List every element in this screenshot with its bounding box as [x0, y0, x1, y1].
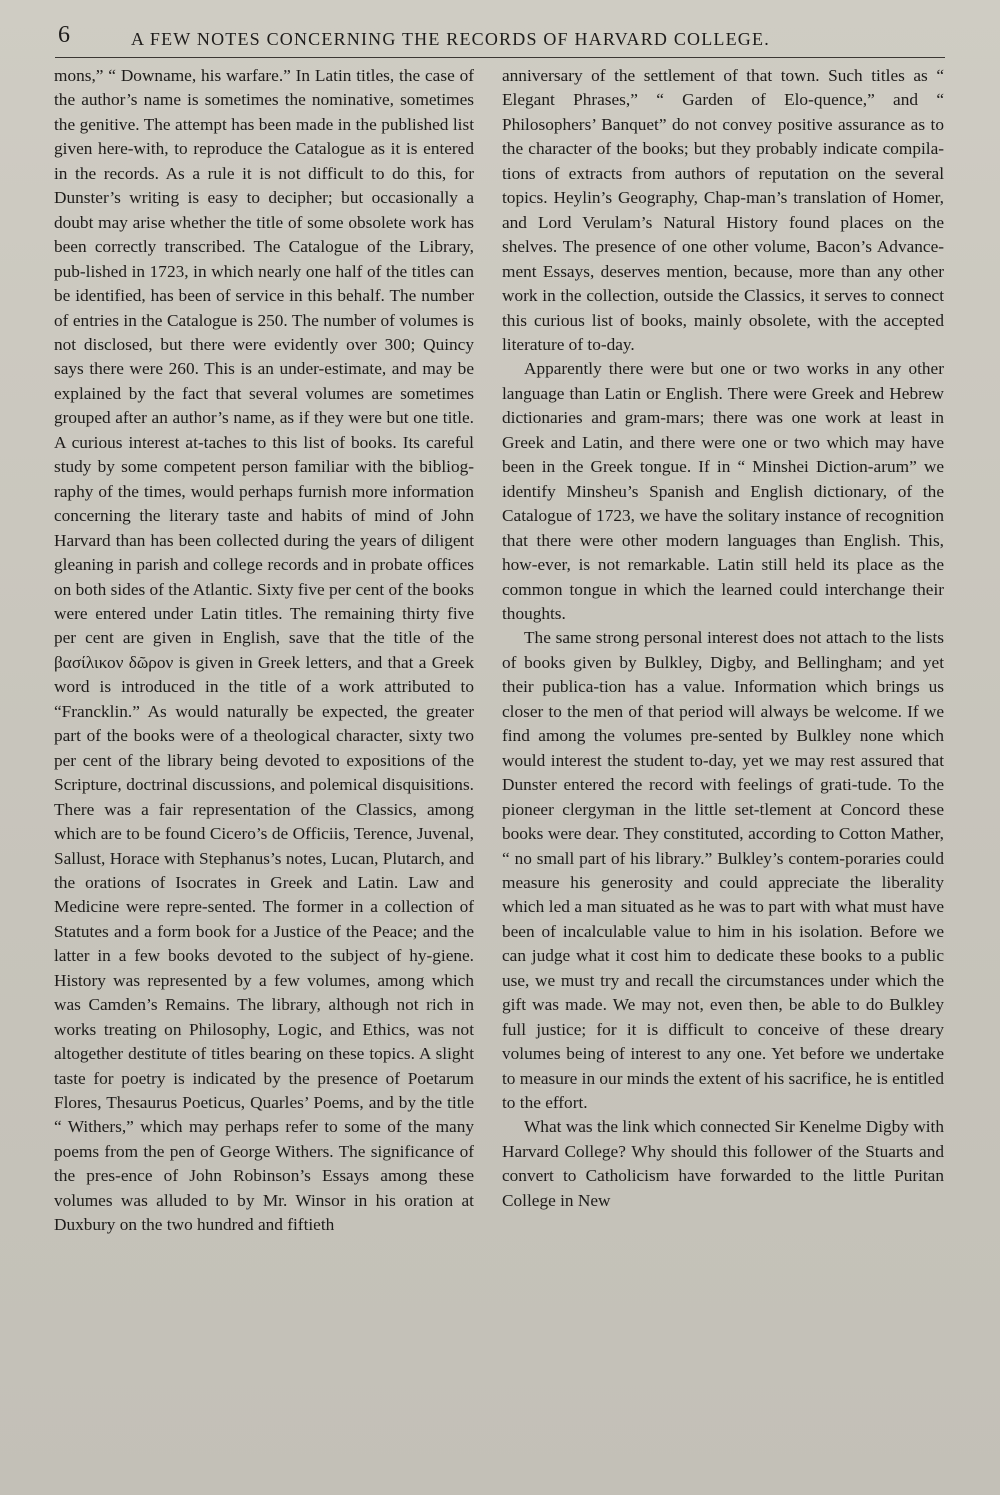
- left-column: [54, 64, 474, 1238]
- left-paragraph-1: mons,” “ Downame, his warfare.” In Latin titles, the case of the author’s name is sometimes the nominative, sometimes the genitive. The attempt has been made in the published list given here-with, to reproduce the Catalogue as it is entered in the records. As a rule it is not difficult to do this, for Dunster’s writing is easy to decipher; but occasionally a doubt may arise whether the title of some obsolete work has been correctly transcribed. The Catalogue of the Library, pub-lished in 1723, in which nearly one half of the titles can be identified, has been of service in this behalf. The number of entries in the Catalogue is 250. The number of volumes is not disclosed, but there were evidently over 300; Quincy says there were 260. This is an under-estimate, and may be explained by the fact that several volumes are sometimes grouped after an author’s name, as if they were but one title. A curious interest at-taches to this list of books. Its careful study by some competent person familiar with the bibliog-raphy of the times, would perhaps furnish more information concerning the literary taste and habits of mind of John Harvard than has been collected during the years of diligent gleaning in parish and college records and in probate offices on both sides of the Atlantic. Sixty five per cent of the books were entered under Latin titles. The remaining thirty five per cent are given in English, save that the title of the βασίλικον δῶρον is given in Greek letters, and that a Greek word is introduced in the title of a work attributed to “Francklin.” As would naturally be expected, the greater part of the books were of a theological character, sixty two per cent of the library being devoted to expositions of the Scripture, doctrinal discussions, and polemical disquisitions. There was a fair representation of the Classics, among which are to be found Cicero’s de Officiis, Terence, Juvenal, Sallust, Horace with Stephanus’s notes, Lucan, Plutarch, and the orations of Isocrates in Greek and Latin. Law and Medicine were repre-sented. The former in a collection of Statutes and a form book for a Justice of the Peace; and the latter in a few books devoted to the subject of hy-giene. History was represented by a few volumes, among which was Camden’s Remains. The library, although not rich in works treating on Philosophy, Logic, and Ethics, was not altogether destitute of titles bearing on these topics. A slight taste for poetry is indicated by the presence of Poetarum Flores, Thesaurus Poeticus, Quarles’ Poems, and by the title “ Withers,” which may perhaps refer to some of the many poems from the pen of George Withers. The significance of the pres-ence of John Robinson’s Essays among these volumes was alluded to by Mr. Winsor in his oration at Duxbury on the two hundred and fiftieth: [54, 66, 474, 1235]
- right-paragraph-2: Apparently there were but one or two works in any other language than Latin or English. There were Greek and Hebrew dictionaries and gram-mars; there was one work at least in Greek and Latin, and there were one or two which may have been in the Greek tongue. If in “ Minshei Diction-arum” we identify Minsheu’s Spanish and English dictionary, of the Catalogue of 1723, we have the solitary instance of recognition that there were other modern languages than English. This, how-ever, is not remarkable. Latin still held its place as the common tongue in which the learned could interchange their thoughts.: [502, 359, 944, 623]
- running-title: A FEW NOTES CONCERNING THE RECORDS OF HARVARD COLLEGE.: [131, 29, 770, 49]
- right-paragraph-3: The same strong personal interest does not attach to the lists of books given by Bulkley, Digby, and Bellingham; and yet their publica-tion has a value. Information which brings us closer to the men of that period will always be welcome. If we find among the volumes pre-sented by Bulkley none which would interest the student to-day, yet we may rest assured that Dunster entered the record with feelings of grati-tude. To the pioneer clergyman in the little set-tlement at Concord these books were dear. They constituted, according to Cotton Mather, “ no small part of his library.” Bulkley’s contem-poraries could measure his generosity and could appreciate the liberality which led a man situated as he was to part with what must have been of incalculable value to him in his isolation. Before we can judge what it cost him to dedicate these books to a public use, we must try and recall the circumstances under which the gift was made. We may not, even then, be able to do Bulkley full justice; for it is difficult to conceive of these dreary volumes being of interest to any one. Yet before we undertake to measure in our minds the extent of his sacrifice, he is entitled to the effort.: [502, 628, 944, 1113]
- right-paragraph-1: anniversary of the settlement of that town. Such titles as “ Elegant Phrases,” “ Garden of Elo-quence,” and “ Philosophers’ Banquet” do not convey positive assurance as to the character of the books; but they probably indicate compila-tions of extracts from authors of reputation on the several topics. Heylin’s Geography, Chap-man’s translation of Homer, and Lord Verulam’s Natural History found places on the shelves. The presence of one other volume, Bacon’s Advance-ment Essays, deserves mention, because, more than any other work in the collection, outside the Classics, it serves to connect this curious list of books, mainly obsolete, with the accepted literature of to-day.: [502, 66, 944, 354]
- page-number: 6: [58, 22, 72, 48]
- running-head: [58, 22, 948, 56]
- right-column: [502, 64, 944, 1213]
- right-paragraph-4: What was the link which connected Sir Kenelme Digby with Harvard College? Why should this follower of the Stuarts and convert to Catholicism have forwarded to the little Puritan College in New: [502, 1117, 944, 1210]
- header-rule: [55, 57, 945, 58]
